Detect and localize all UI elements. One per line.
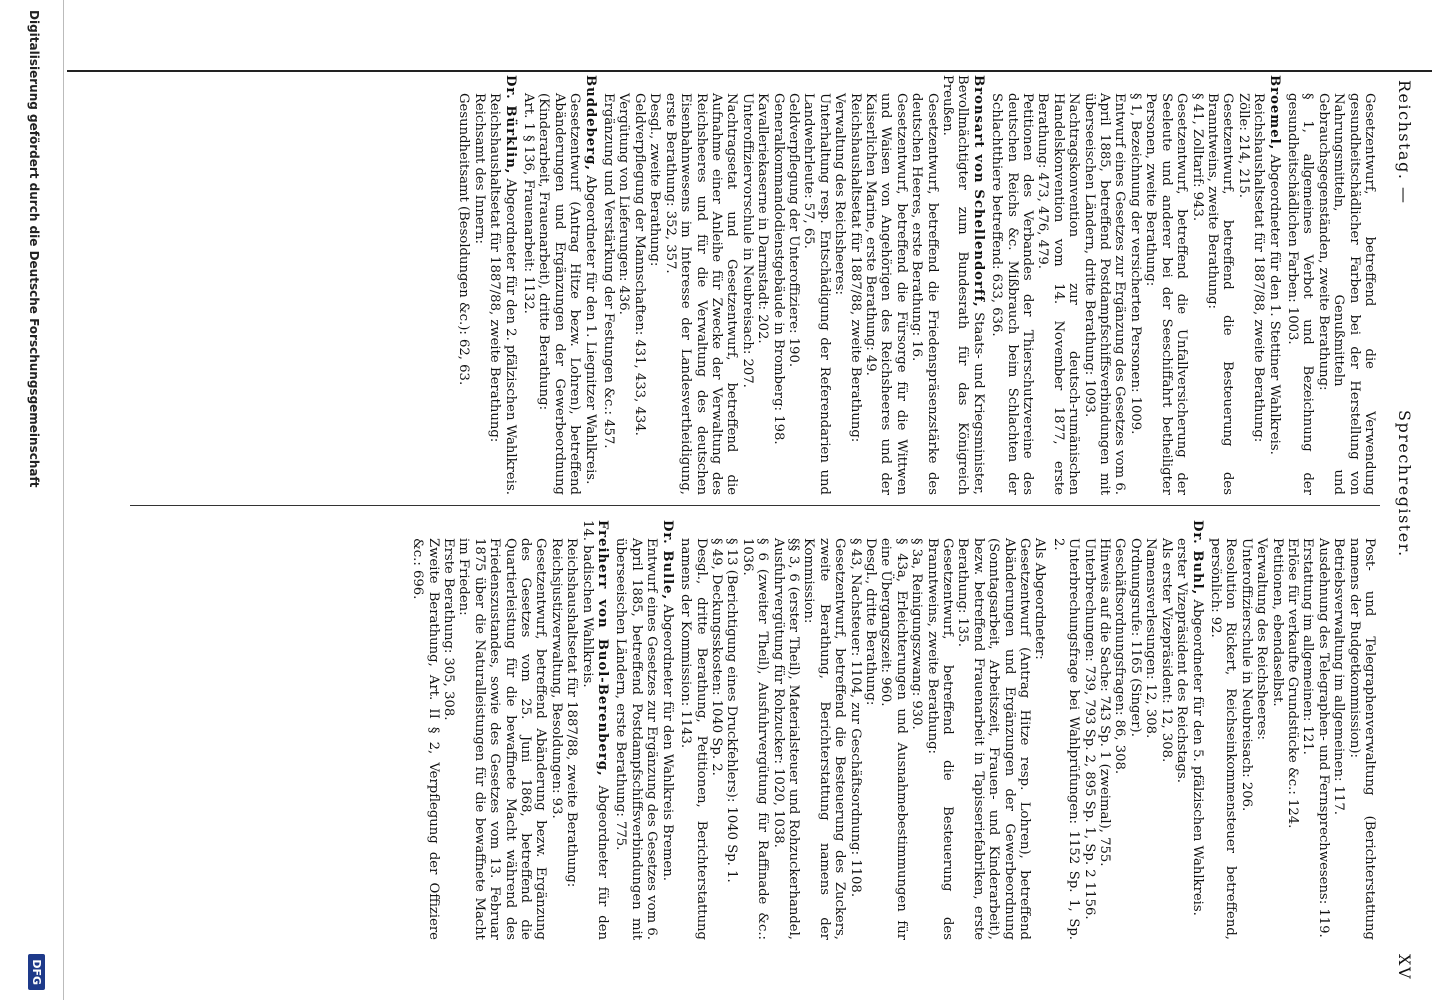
entry-line: Erlöse für verkaufte Grundstücke &c.: 124.: [1284, 538, 1300, 829]
entry-line: erster Vizepräsident des Reichstags.: [1174, 538, 1190, 783]
entry-line: Abgeordneter für den 1. Liegnitzer Wahlkreis.: [582, 175, 598, 485]
entry-line: Gesetzentwurf, betreffend die Fürsorge für die Wittwen und Waisen von Angehörigen des Reichsheeres und der Kaiserlichen Marine, erste Berathung: 49.: [863, 93, 909, 495]
entry-line: Generalkommandodienstgebäude in Bromberg: 198.: [770, 93, 786, 445]
entry-line: Ordnungsrufe: 1165 (Singer).: [1127, 538, 1143, 737]
entry-line: Zweite Berathung, Art. II § 2, Verpflegung der Offiziere &c.: 696.: [410, 538, 441, 940]
register-entry: [601, 75, 986, 495]
entry-line: Gesetzentwurf, betreffend Abänderung bezw. Ergänzung des Gesetzes vom 25. Juni 1868, betreffend die Quartierleistung für die bewaffnete Macht während des Friedenszustandes, sowie des Gesetzes vom 13. Februar 1875 über die Naturalleistungen für die bewaffnete Macht im Frieden:: [456, 538, 549, 940]
register-entry: [678, 520, 1048, 940]
entry-line: Reichshaushaltsetat für 1887/88, zweite Berathung:: [1251, 93, 1267, 443]
entry-line: § 13 (Berichtigung eines Druckfehlers): 1040 Sp. 1.: [724, 538, 740, 883]
entry-name: Freiherr von Buol-Berenberg,: [595, 520, 611, 777]
entry-line: Gesetzentwurf, betreffend die Besteuerung des Zuckers, zweite Berathung, Berichterstattung namens der Kommission:: [801, 538, 848, 940]
entry-line: Kavalleriekaserne in Darmstadt: 202.: [755, 93, 771, 344]
header-left: Reichstag. —: [1395, 80, 1414, 205]
entry-line: Abgeordneter für den 14. badischen Wahlkreis.: [579, 520, 611, 940]
entry-line: Gesetzentwurf, betreffend die Besteuerung des Branntweins, zweite Berathung:: [924, 538, 956, 940]
entry-name: Dr. Buhl,: [1189, 520, 1205, 596]
entry-line: Verwaltung des Reichsheeres:: [1254, 538, 1270, 740]
entry-line: Ausdehnung des Telegraphen- und Fernsprechwesens: 119.: [1315, 538, 1331, 938]
entry-line: Gesetzentwurf, betreffend die Unfallversicherung der Seeleute und anderer bei der Seeschiffahrt betheiligter Personen, zweite Berathung:: [1143, 93, 1190, 495]
dfg-logo: DFG: [28, 954, 45, 990]
entry-line: Reichshaushaltsetat für 1887/88, zweite Berathung:: [487, 93, 503, 443]
entry-line: Desgl., dritte Berathung, Petitionen, Berichterstattung namens der Kommission: 1143.: [678, 538, 709, 940]
entry-line: Nachtragsetat und Gesetzentwurf, betreffend die Aufnahme einer Anleihe für Zwecke der Verwaltung des Reichsheeres und für die Verwaltung des deutschen Eisenbahnwesens im Interesse der Landesvertheidigung, erste Berathung: 352, 357.: [662, 93, 740, 495]
left-column: [127, 75, 1377, 495]
entry-line: Reichsjustizverwaltung, Besoldungen: 93.: [548, 538, 564, 819]
entry-line: Abgeordneter für den Wahlkreis Bremen.: [659, 604, 675, 881]
entry-line: Geldverpflegung der Unteroffiziere: 190.: [785, 93, 801, 368]
entry-line: § 43, Nachsteuer: 1104, zur Geschäftsordnung: 1108.: [847, 538, 863, 898]
entry-line: Abgeordneter für den 5. pfälzischen Wahlkreis.: [1189, 599, 1205, 916]
entry-name: Bronsart von Schellendorff,: [970, 75, 986, 308]
entry-line: Unteroffiziervorschule in Neubreisach: 207.: [739, 93, 755, 388]
entry-line: Gesetzentwurf (Antrag Hitze bezw. Lohren), betreffend Abänderungen und Ergänzungen der Gewerbeordnung (Kinderarbeit, Frauenarbeit), dritte Berathung:: [536, 93, 583, 495]
entry-line: Vergütung von Lieferungen: 436.: [616, 93, 632, 315]
header-center: Sprechregister.: [1395, 410, 1414, 558]
entry-line: Reichshaushaltsetat für 1887/88, zweite Berathung:: [564, 538, 580, 888]
entry-line: Post- und Telegraphenverwaltung (Berichterstattung namens der Budgetkommission):: [1346, 538, 1377, 940]
register-entry: [1285, 75, 1377, 495]
entry-name: Broemel,: [1266, 75, 1282, 151]
entry-line: Erste Berathung: 305, 308.: [441, 538, 457, 721]
entry-line: Betriebsverwaltung im allgemeinen: 117.: [1331, 538, 1347, 815]
entry-line: Entwurf eines Gesetzes zur Ergänzung des Gesetzes vom 6. April 1885, betreffend Postdampfschiffsverbindungen mit überseeischen Ländern, dritte Berathung: 1093.: [1081, 93, 1128, 495]
entry-line: Petitionen, ebendaselbst.: [1269, 538, 1285, 707]
entry-line: Nachtragskonvention zur deutsch-rumänischen Handelskonvention vom 14. November 1877, erste Berathung: 473, 476, 479.: [1035, 93, 1082, 495]
entry-name: Buddeberg,: [582, 75, 598, 171]
digitization-footer: [0, 0, 64, 1000]
entry-line: Desgl., dritte Berathung:: [863, 538, 878, 706]
entry-line: Gesundheitsamt (Besoldungen &c.): 62, 63.: [456, 93, 472, 386]
entry-line: Namensverlesungen: 12, 308.: [1143, 538, 1159, 739]
entry-line: Ergänzung und Verstärkung der Festungen &c.: 457.: [601, 93, 617, 449]
entry-name: Dr. Bürklin,: [502, 75, 518, 175]
entry-line: Unterhaltung resp. Entschädigung der Referendarien und Landwehrleute: 57, 65.: [801, 93, 832, 495]
entry-line: Unterbrechungen: 739, 793 Sp. 2, 895 Sp. 1, Sp. 2 1156.: [1081, 538, 1097, 920]
entry-line: Gesetzentwurf, betreffend die Verwendung gesundheitschädlicher Farben bei der Herstellung von Nahrungsmitteln, Genußmitteln und Gebrauchsgegenständen, zweite Berathung:: [1315, 93, 1377, 495]
watermark-text: Digitalisierung gefördert durch die Deutsche Forschungsgemeinschaft: [27, 10, 41, 488]
column-separator: [130, 505, 1380, 506]
entry-line: Als Abgeordneter:: [1032, 538, 1048, 660]
entry-line: Entwurf eines Gesetzes zur Ergänzung des Gesetzes vom 6. April 1885, betreffend Postdampfschiffsverbindungen mit überseeischen Ländern, erste Berathung: 775.: [613, 538, 660, 940]
register-entry: [1208, 520, 1377, 940]
entry-line: Reichsamt des Innern:: [471, 93, 487, 244]
entry-line: § 41, Zolltarif: 943.: [1189, 93, 1205, 222]
entry-line: Resolution Rickert, Reichseinkommensteuer betreffend, persönlich: 92.: [1207, 538, 1239, 940]
entry-line: Geldverpflegung der Mannschaften: 431, 433, 434.: [631, 93, 647, 436]
page-number: XV: [1395, 954, 1414, 980]
entry-line: § 3a, Reinigungszwang: 930.: [909, 538, 925, 730]
entry-line: Reichshaushaltsetat für 1887/88, zweite Berathung:: [847, 93, 863, 443]
entry-line: § 1, Bezeichnung der versicherten Personen: 1009.: [1127, 93, 1143, 435]
entry-line: Petitionen des Verbandes der Thierschutzvereine des deutschen Reichs &c. Mißbrauch beim Schlachten der Schlachtthiere betreffend: 633, 636.: [989, 93, 1036, 495]
entry-line: § 49, Deckungsskosten: 1040 Sp. 2.: [708, 538, 724, 776]
register-entry: [1050, 520, 1204, 940]
register-entry: [456, 75, 518, 495]
entry-line: Hinweis auf die Sache: 743 Sp. 1 (zweimal), 755.: [1097, 538, 1113, 867]
entry-line: § 6 (zweiter Theil), Ausfuhrvergütung für Raffinade &c.: 1036.: [739, 538, 771, 940]
register-entry: [989, 75, 1282, 495]
page-header: [1384, 80, 1414, 980]
entry-line: Zölle: 214, 215.: [1235, 93, 1251, 198]
right-column: [127, 520, 1377, 940]
register-entry: [521, 75, 598, 495]
entry-line: §§ 3, 6 (erster Theil), Materialsteuer und Rohzuckerhandel, Ausfuhrvergütung für Rohzucker: 1020, 1038.: [770, 538, 801, 940]
entry-line: Gesetzentwurf (Antrag Hitze resp. Lohren), betreffend Abänderungen und Ergänzungen der Gewerbeordnung (Sonntagsarbeit, Arbeitszeit, Frauen- und Kinderarbeit), bezw. betreffend Frauenarbeit in Tapisseriefabriken, erste Berathung: 135.: [955, 538, 1033, 940]
entry-line: Unterbrechungsfrage bei Wahlprüfungen: 1152 Sp. 1, Sp. 2.: [1050, 538, 1082, 940]
entry-line: Gesetzentwurf, betreffend die Friedenspräsenzstärke des deutschen Heeres, erste Berathung: 16.: [909, 93, 940, 495]
entry-line: Unteroffizierschule in Neubreisach: 206.: [1238, 538, 1254, 812]
entry-line: Abgeordneter für den 1. Stettiner Wahlkreis.: [1266, 154, 1282, 455]
entry-line: Verwaltung des Reichsheeres:: [832, 93, 848, 295]
binding-rule: [67, 70, 1432, 72]
entry-line: Desgl., zweite Berathung:: [647, 93, 663, 267]
register-entry: [613, 520, 675, 940]
entry-line: Abgeordneter für den 2. pfälzischen Wahlkreis.: [502, 178, 518, 495]
register-entry: [410, 520, 610, 940]
entry-line: Erstattung im allgemeinen: 121.: [1300, 538, 1316, 755]
entry-line: Geschäftsordnungsfragen: 86, 308.: [1112, 538, 1128, 775]
entry-line: § 43a, Erleichterungen und Ausnahmebestimmungen für eine Übergangszeit: 960.: [878, 538, 909, 940]
entry-line: Als erster Vizepräsident: 12, 308.: [1158, 538, 1174, 763]
entry-line: § 1, allgemeines Verbot und Bezeichnung der gesundheitschädlichen Farben: 1003.: [1284, 93, 1316, 495]
entry-line: Staats- und Kriegsminister, Bevollmächtigter zum Bundesrath für das Königreich Preußen.: [940, 75, 986, 495]
entry-name: Dr. Bulle,: [659, 520, 675, 601]
entry-line: Art. 1 § 136, Frauenarbeit: 1132.: [521, 93, 537, 314]
entry-line: Gesetzentwurf, betreffend die Besteuerung des Branntweins, zweite Berathung:: [1204, 93, 1236, 495]
